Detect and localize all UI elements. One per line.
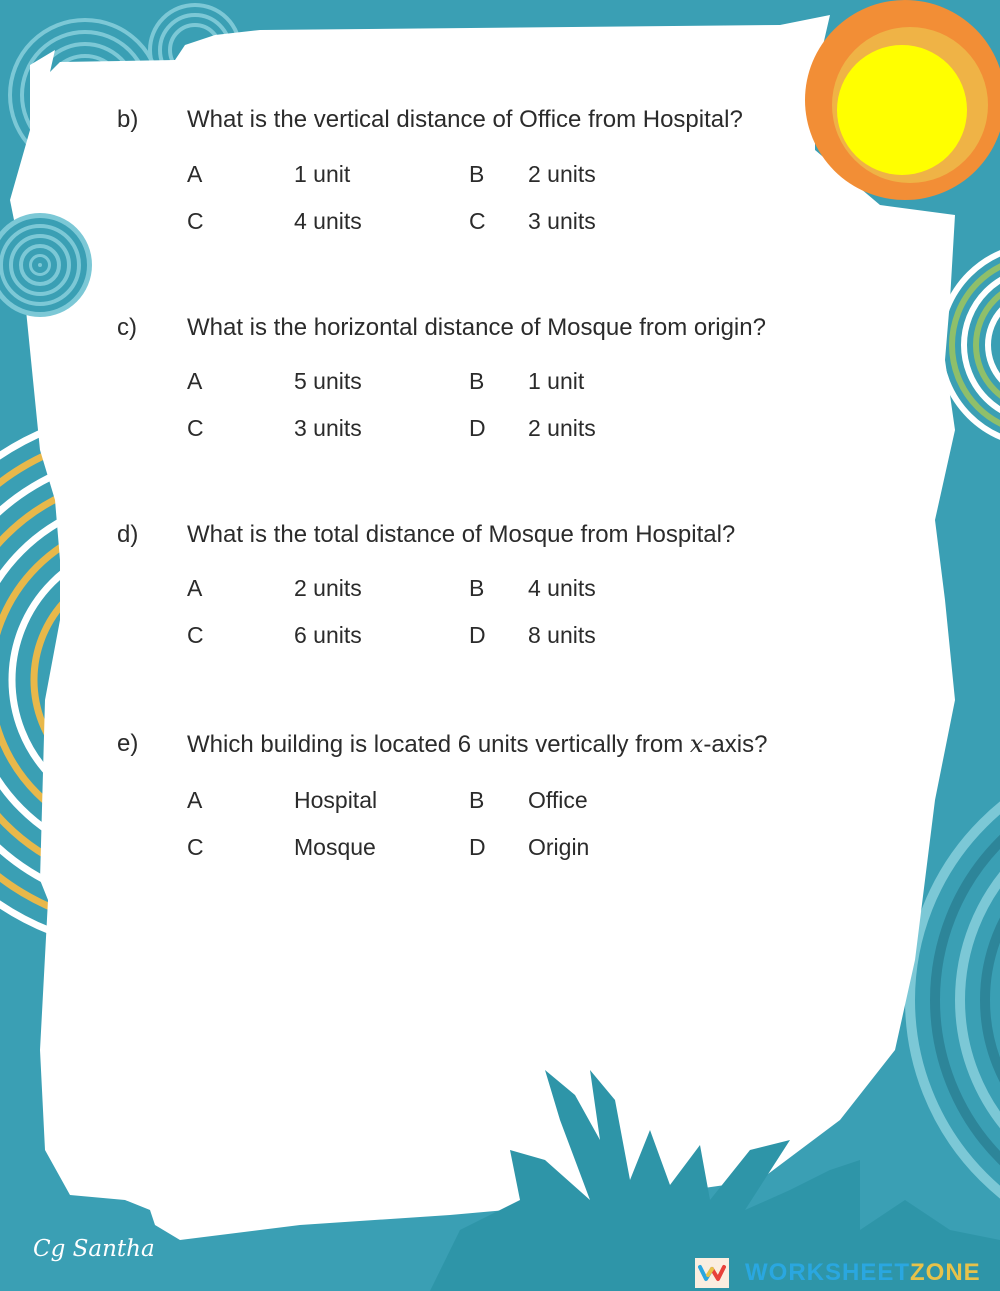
option-letter: D: [469, 415, 486, 441]
brand-name-part: ZONE: [910, 1259, 981, 1286]
option-letter: C: [187, 415, 204, 441]
option-value: 3 units: [294, 415, 362, 441]
option-value: Hospital: [294, 787, 378, 813]
question-number: d): [117, 521, 139, 548]
question-text: What is the total distance of Mosque from Hospital?: [187, 521, 736, 548]
option-value: Origin: [528, 834, 590, 860]
worksheetzone-brand[interactable]: [695, 1258, 981, 1288]
option-letter: C: [187, 834, 204, 860]
option-value: 4 units: [528, 575, 596, 601]
brand-name-part: WORKSHEET: [745, 1259, 910, 1286]
option-letter: D: [469, 622, 486, 648]
question-number: c): [117, 314, 137, 341]
option-letter: D: [469, 834, 486, 860]
option-value: 5 units: [294, 368, 362, 394]
option-value: 1 unit: [294, 161, 351, 187]
option-value: 2 units: [528, 161, 596, 187]
question-text: What is the vertical distance of Office from Hospital?: [187, 106, 743, 133]
option-letter: B: [469, 787, 485, 813]
option-value: Mosque: [294, 834, 376, 860]
option-value: 4 units: [294, 208, 362, 234]
brand-name: [745, 1259, 981, 1287]
question-number: b): [117, 106, 139, 133]
question-text-part: Which building is located 6 units vertically from: [187, 731, 690, 758]
option-letter: A: [187, 787, 203, 813]
option-value: 2 units: [528, 415, 596, 441]
option-value: 6 units: [294, 622, 362, 648]
option-letter: B: [469, 575, 485, 601]
option-value: 8 units: [528, 622, 596, 648]
option-value: 1 unit: [528, 368, 585, 394]
option-value: 2 units: [294, 575, 362, 601]
math-variable: x: [689, 730, 704, 758]
question-text: [187, 730, 767, 759]
worksheetzone-logo-icon: [695, 1258, 729, 1288]
option-letter: C: [187, 622, 204, 648]
option-letter: A: [187, 368, 203, 394]
question-number: e): [117, 730, 139, 757]
option-letter: C: [187, 208, 204, 234]
question-text: What is the horizontal distance of Mosque from origin?: [187, 314, 766, 341]
option-letter: A: [187, 161, 203, 187]
option-letter: A: [187, 575, 203, 601]
author-signature: Cg Santha: [33, 1236, 155, 1262]
question-text-part: -axis?: [703, 731, 768, 758]
option-value: 3 units: [528, 208, 596, 234]
option-value: Office: [528, 787, 588, 813]
option-letter: B: [469, 368, 485, 394]
option-letter: B: [469, 161, 485, 187]
option-letter: C: [469, 208, 486, 234]
